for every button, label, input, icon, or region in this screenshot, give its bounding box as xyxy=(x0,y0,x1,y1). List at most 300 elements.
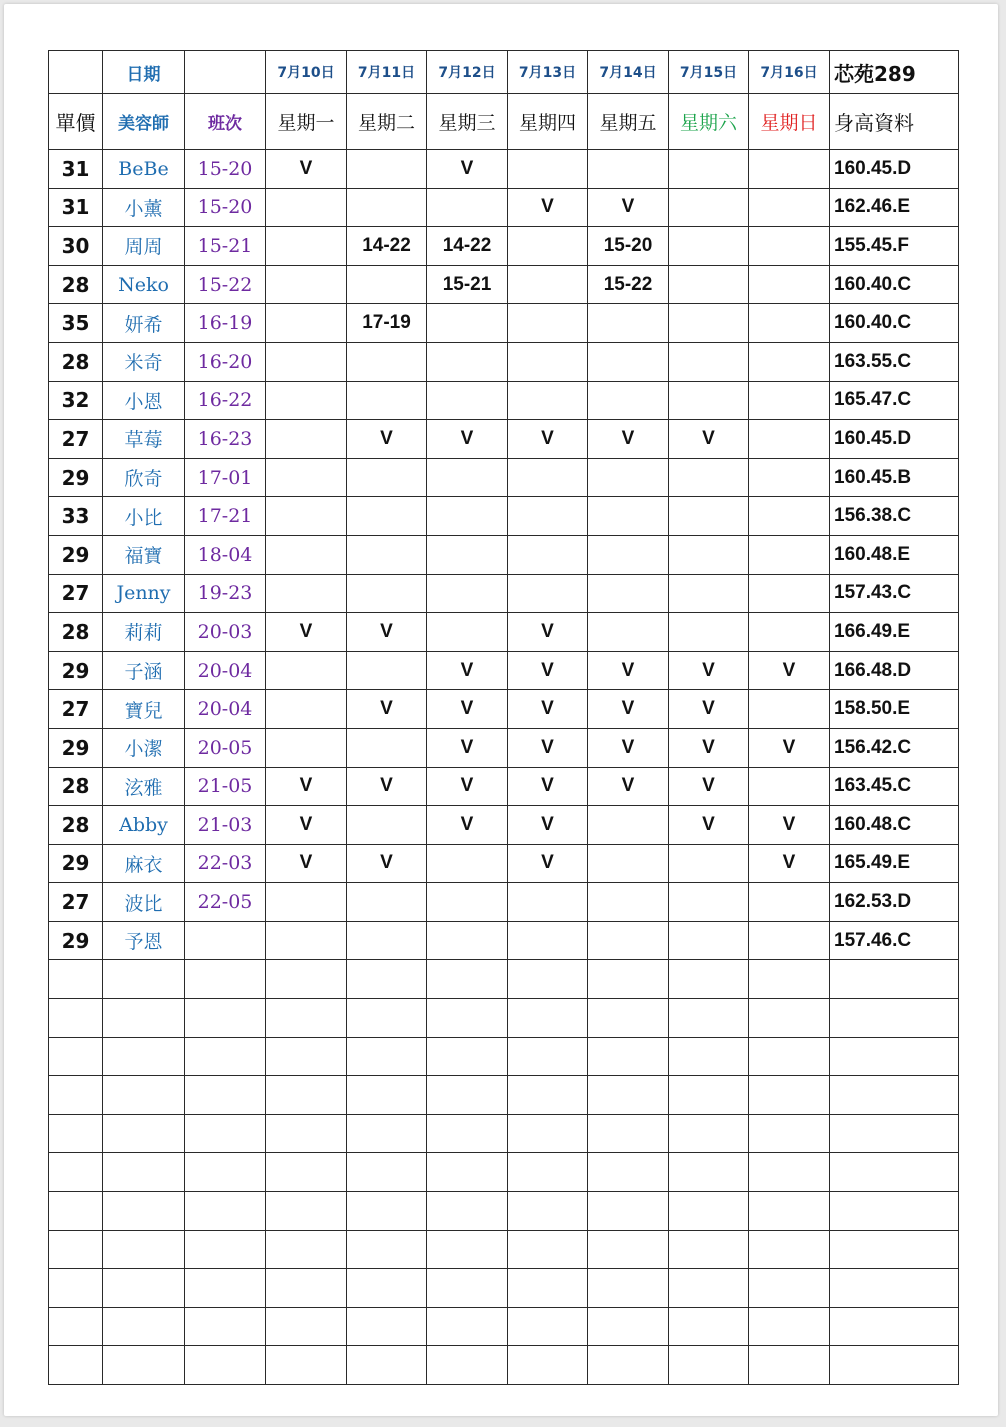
price-cell: 28 xyxy=(49,265,103,304)
schedule-table xyxy=(48,50,959,1385)
day-cell: V xyxy=(427,806,508,845)
beautician-name: BeBe xyxy=(103,150,185,189)
table-row xyxy=(49,458,959,497)
empty-cell xyxy=(185,1153,266,1192)
empty-row xyxy=(49,960,959,999)
column-header-row xyxy=(49,94,959,150)
empty-cell xyxy=(347,1153,427,1192)
empty-cell xyxy=(427,1153,508,1192)
day-cell xyxy=(508,535,588,574)
date-cell: 7月14日 xyxy=(588,51,669,94)
empty-cell xyxy=(103,999,185,1038)
empty-cell xyxy=(103,1076,185,1115)
empty-row xyxy=(49,1269,959,1308)
empty-cell xyxy=(347,960,427,999)
day-cell xyxy=(347,728,427,767)
empty-cell xyxy=(347,1269,427,1308)
day-cell xyxy=(749,767,830,806)
shift-cell: 20-04 xyxy=(185,690,266,729)
empty-cell xyxy=(508,1269,588,1308)
day-cell xyxy=(266,381,347,420)
height-cell: 157.46.C xyxy=(830,921,959,960)
height-cell: 162.46.E xyxy=(830,188,959,227)
empty-cell xyxy=(508,1346,588,1385)
empty-cell xyxy=(427,999,508,1038)
day-cell: V xyxy=(266,613,347,652)
beautician-name: 莉莉 xyxy=(103,613,185,652)
day-cell xyxy=(588,883,669,922)
empty-cell xyxy=(185,960,266,999)
day-cell xyxy=(427,921,508,960)
day-cell: V xyxy=(508,188,588,227)
day-cell xyxy=(266,651,347,690)
shift-cell: 19-23 xyxy=(185,574,266,613)
empty-cell xyxy=(266,1192,347,1231)
day-cell: V xyxy=(749,728,830,767)
empty-cell xyxy=(508,1037,588,1076)
day-cell xyxy=(588,497,669,536)
beautician-name: 妍希 xyxy=(103,304,185,343)
beautician-name: 米奇 xyxy=(103,342,185,381)
day-cell xyxy=(749,420,830,459)
empty-cell xyxy=(266,1076,347,1115)
beautician-name: 小潔 xyxy=(103,728,185,767)
table-row xyxy=(49,690,959,729)
empty-cell xyxy=(347,1230,427,1269)
table-row xyxy=(49,497,959,536)
empty-cell xyxy=(347,999,427,1038)
day-cell xyxy=(669,574,749,613)
beautician-name: 小恩 xyxy=(103,381,185,420)
empty-cell xyxy=(749,1153,830,1192)
beautician-name: 寶兒 xyxy=(103,690,185,729)
day-cell xyxy=(347,342,427,381)
day-cell: V xyxy=(266,767,347,806)
empty-cell xyxy=(508,1307,588,1346)
empty-cell xyxy=(669,1230,749,1269)
day-cell xyxy=(266,458,347,497)
day-cell xyxy=(749,921,830,960)
empty-cell xyxy=(103,1192,185,1231)
table-row xyxy=(49,806,959,845)
price-cell: 29 xyxy=(49,844,103,883)
weekday-header: 星期二 xyxy=(347,94,427,150)
empty-cell xyxy=(830,1153,959,1192)
day-cell xyxy=(266,921,347,960)
day-cell xyxy=(266,420,347,459)
empty-cell xyxy=(103,1037,185,1076)
shift-cell: 22-03 xyxy=(185,844,266,883)
empty-cell xyxy=(588,1114,669,1153)
day-cell xyxy=(347,458,427,497)
height-cell: 160.40.C xyxy=(830,304,959,343)
day-cell: V xyxy=(669,728,749,767)
day-cell: V xyxy=(266,806,347,845)
empty-cell xyxy=(49,1153,103,1192)
day-cell: V xyxy=(266,150,347,189)
day-cell: 17-19 xyxy=(347,304,427,343)
empty-cell xyxy=(103,1230,185,1269)
shift-cell: 16-20 xyxy=(185,342,266,381)
price-cell: 27 xyxy=(49,690,103,729)
empty-cell xyxy=(49,999,103,1038)
empty-cell xyxy=(669,1269,749,1308)
day-cell xyxy=(588,806,669,845)
table-row xyxy=(49,188,959,227)
empty-cell xyxy=(588,1269,669,1308)
empty-cell xyxy=(588,1076,669,1115)
day-cell xyxy=(427,342,508,381)
day-cell xyxy=(266,574,347,613)
shift-cell: 20-03 xyxy=(185,613,266,652)
beautician-name: 泫雅 xyxy=(103,767,185,806)
day-cell: V xyxy=(508,728,588,767)
table-row xyxy=(49,227,959,266)
price-cell: 35 xyxy=(49,304,103,343)
day-cell xyxy=(427,844,508,883)
day-cell xyxy=(588,342,669,381)
day-cell: V xyxy=(427,150,508,189)
height-cell: 158.50.E xyxy=(830,690,959,729)
empty-cell xyxy=(588,1307,669,1346)
table-row xyxy=(49,883,959,922)
day-cell: 14-22 xyxy=(427,227,508,266)
day-cell: V xyxy=(427,651,508,690)
price-cell: 27 xyxy=(49,883,103,922)
empty-cell xyxy=(830,999,959,1038)
day-cell xyxy=(749,265,830,304)
date-cell: 7月16日 xyxy=(749,51,830,94)
empty-cell xyxy=(749,960,830,999)
empty-cell xyxy=(49,960,103,999)
price-cell: 31 xyxy=(49,150,103,189)
empty-cell xyxy=(508,1076,588,1115)
empty-cell xyxy=(266,999,347,1038)
page-sheet xyxy=(4,4,998,1416)
sheet-title: 芯苑289 xyxy=(830,51,959,94)
day-cell xyxy=(427,535,508,574)
day-cell xyxy=(669,497,749,536)
empty-cell xyxy=(749,1230,830,1269)
price-cell: 27 xyxy=(49,420,103,459)
empty-row xyxy=(49,1346,959,1385)
shift-cell xyxy=(185,921,266,960)
shift-cell: 17-01 xyxy=(185,458,266,497)
day-cell xyxy=(508,265,588,304)
empty-cell xyxy=(266,1346,347,1385)
day-cell xyxy=(427,497,508,536)
day-cell: V xyxy=(508,690,588,729)
day-cell: V xyxy=(508,651,588,690)
day-cell: V xyxy=(427,728,508,767)
date-cell: 7月13日 xyxy=(508,51,588,94)
table-row xyxy=(49,265,959,304)
day-cell xyxy=(749,227,830,266)
empty-cell xyxy=(830,1269,959,1308)
empty-cell xyxy=(49,1346,103,1385)
beautician-name: 周周 xyxy=(103,227,185,266)
beautician-name: 欣奇 xyxy=(103,458,185,497)
day-cell xyxy=(427,304,508,343)
empty-cell xyxy=(588,960,669,999)
day-cell: V xyxy=(669,651,749,690)
day-cell xyxy=(749,690,830,729)
price-cell: 29 xyxy=(49,921,103,960)
empty-cell xyxy=(185,1076,266,1115)
weekday-header: 星期六 xyxy=(669,94,749,150)
empty-cell xyxy=(266,1307,347,1346)
day-cell xyxy=(749,342,830,381)
table-row xyxy=(49,535,959,574)
shift-cell: 15-20 xyxy=(185,150,266,189)
empty-cell xyxy=(749,1076,830,1115)
empty-cell xyxy=(588,1037,669,1076)
shift-cell: 22-05 xyxy=(185,883,266,922)
day-cell: 15-22 xyxy=(588,265,669,304)
empty-cell xyxy=(588,1192,669,1231)
day-cell: 15-20 xyxy=(588,227,669,266)
day-cell xyxy=(749,381,830,420)
day-cell xyxy=(588,574,669,613)
shift-cell: 16-19 xyxy=(185,304,266,343)
day-cell xyxy=(427,188,508,227)
price-cell: 27 xyxy=(49,574,103,613)
day-cell xyxy=(347,265,427,304)
height-cell: 162.53.D xyxy=(830,883,959,922)
shift-cell: 20-05 xyxy=(185,728,266,767)
day-cell xyxy=(347,921,427,960)
day-cell: V xyxy=(427,690,508,729)
empty-cell xyxy=(49,1230,103,1269)
empty-cell xyxy=(508,999,588,1038)
day-cell: V xyxy=(749,806,830,845)
day-cell xyxy=(749,574,830,613)
day-cell xyxy=(427,883,508,922)
day-cell xyxy=(588,921,669,960)
empty-cell xyxy=(508,1230,588,1269)
empty-cell xyxy=(266,1269,347,1308)
empty-cell xyxy=(49,1037,103,1076)
price-cell: 28 xyxy=(49,342,103,381)
beautician-name: 麻衣 xyxy=(103,844,185,883)
price-cell: 28 xyxy=(49,767,103,806)
empty-cell xyxy=(185,1230,266,1269)
empty-cell xyxy=(49,1114,103,1153)
weekday-header: 星期日 xyxy=(749,94,830,150)
day-cell xyxy=(347,188,427,227)
day-cell: V xyxy=(427,767,508,806)
empty-cell xyxy=(347,1037,427,1076)
height-header: 身高資料 xyxy=(830,94,959,150)
height-cell: 160.48.E xyxy=(830,535,959,574)
day-cell xyxy=(347,806,427,845)
day-cell xyxy=(508,227,588,266)
empty-cell xyxy=(669,1114,749,1153)
height-cell: 155.45.F xyxy=(830,227,959,266)
empty-cell xyxy=(49,1307,103,1346)
day-cell xyxy=(266,690,347,729)
day-cell xyxy=(749,188,830,227)
day-cell xyxy=(427,458,508,497)
shift-cell: 15-20 xyxy=(185,188,266,227)
day-cell xyxy=(266,265,347,304)
day-cell xyxy=(266,227,347,266)
day-cell xyxy=(347,150,427,189)
price-cell: 28 xyxy=(49,806,103,845)
table-row xyxy=(49,651,959,690)
height-cell: 166.48.D xyxy=(830,651,959,690)
blank-header-cell xyxy=(185,51,266,94)
beautician-header: 美容師 xyxy=(103,94,185,150)
price-cell: 29 xyxy=(49,535,103,574)
price-cell: 30 xyxy=(49,227,103,266)
empty-cell xyxy=(749,1192,830,1231)
weekday-header: 星期五 xyxy=(588,94,669,150)
weekday-header: 星期四 xyxy=(508,94,588,150)
day-cell xyxy=(508,497,588,536)
empty-cell xyxy=(347,1307,427,1346)
empty-cell xyxy=(103,1114,185,1153)
height-cell: 156.42.C xyxy=(830,728,959,767)
shift-cell: 15-22 xyxy=(185,265,266,304)
table-row xyxy=(49,844,959,883)
price-header: 單價 xyxy=(49,94,103,150)
day-cell xyxy=(669,150,749,189)
date-cell: 7月12日 xyxy=(427,51,508,94)
height-cell: 165.47.C xyxy=(830,381,959,420)
day-cell xyxy=(508,458,588,497)
empty-cell xyxy=(266,1153,347,1192)
beautician-name: Jenny xyxy=(103,574,185,613)
day-cell: V xyxy=(347,767,427,806)
empty-cell xyxy=(669,1153,749,1192)
empty-cell xyxy=(185,1307,266,1346)
height-cell: 166.49.E xyxy=(830,613,959,652)
day-cell xyxy=(669,265,749,304)
empty-cell xyxy=(669,1346,749,1385)
table-row xyxy=(49,728,959,767)
day-cell xyxy=(588,150,669,189)
day-cell xyxy=(588,844,669,883)
day-cell xyxy=(266,883,347,922)
height-cell: 157.43.C xyxy=(830,574,959,613)
day-cell xyxy=(266,535,347,574)
empty-cell xyxy=(103,1153,185,1192)
empty-row xyxy=(49,1037,959,1076)
empty-cell xyxy=(830,1230,959,1269)
empty-cell xyxy=(266,1230,347,1269)
empty-cell xyxy=(427,1076,508,1115)
day-cell: V xyxy=(749,651,830,690)
empty-cell xyxy=(669,999,749,1038)
day-cell xyxy=(266,497,347,536)
beautician-name: 小薰 xyxy=(103,188,185,227)
empty-cell xyxy=(749,1269,830,1308)
day-cell xyxy=(508,921,588,960)
empty-cell xyxy=(830,960,959,999)
empty-cell xyxy=(749,1346,830,1385)
beautician-name: 子涵 xyxy=(103,651,185,690)
empty-cell xyxy=(266,1037,347,1076)
empty-cell xyxy=(669,960,749,999)
day-cell xyxy=(266,304,347,343)
day-cell xyxy=(347,535,427,574)
empty-cell xyxy=(427,1230,508,1269)
day-cell xyxy=(427,381,508,420)
day-cell xyxy=(749,150,830,189)
empty-cell xyxy=(49,1269,103,1308)
empty-cell xyxy=(749,1114,830,1153)
shift-cell: 16-23 xyxy=(185,420,266,459)
day-cell: V xyxy=(588,651,669,690)
table-row xyxy=(49,381,959,420)
height-cell: 160.40.C xyxy=(830,265,959,304)
empty-cell xyxy=(830,1037,959,1076)
day-cell: V xyxy=(347,690,427,729)
shift-cell: 17-21 xyxy=(185,497,266,536)
day-cell xyxy=(749,304,830,343)
day-cell: V xyxy=(588,690,669,729)
day-cell xyxy=(749,497,830,536)
empty-cell xyxy=(185,1114,266,1153)
empty-cell xyxy=(103,1346,185,1385)
day-cell: V xyxy=(588,767,669,806)
day-cell xyxy=(588,535,669,574)
day-cell xyxy=(508,304,588,343)
day-cell: V xyxy=(508,844,588,883)
day-cell: V xyxy=(508,767,588,806)
empty-cell xyxy=(347,1346,427,1385)
empty-cell xyxy=(749,999,830,1038)
day-cell xyxy=(669,883,749,922)
empty-cell xyxy=(103,960,185,999)
beautician-name: 波比 xyxy=(103,883,185,922)
empty-cell xyxy=(427,1307,508,1346)
empty-cell xyxy=(508,1192,588,1231)
day-cell xyxy=(669,844,749,883)
table-row xyxy=(49,304,959,343)
table-row xyxy=(49,767,959,806)
day-cell xyxy=(347,883,427,922)
beautician-name: 福寶 xyxy=(103,535,185,574)
empty-cell xyxy=(103,1269,185,1308)
empty-cell xyxy=(669,1192,749,1231)
empty-cell xyxy=(427,1269,508,1308)
day-cell xyxy=(749,883,830,922)
empty-cell xyxy=(830,1114,959,1153)
shift-cell: 21-05 xyxy=(185,767,266,806)
table-row xyxy=(49,921,959,960)
empty-row xyxy=(49,1153,959,1192)
day-cell: V xyxy=(508,420,588,459)
empty-row xyxy=(49,999,959,1038)
empty-cell xyxy=(830,1192,959,1231)
table-row xyxy=(49,574,959,613)
day-cell: V xyxy=(669,690,749,729)
day-cell xyxy=(669,381,749,420)
beautician-name: Neko xyxy=(103,265,185,304)
day-cell xyxy=(347,381,427,420)
day-cell xyxy=(749,613,830,652)
day-cell: V xyxy=(347,420,427,459)
shift-cell: 16-22 xyxy=(185,381,266,420)
price-cell: 29 xyxy=(49,458,103,497)
date-cell: 7月10日 xyxy=(266,51,347,94)
day-cell: V xyxy=(427,420,508,459)
price-cell: 28 xyxy=(49,613,103,652)
height-cell: 165.49.E xyxy=(830,844,959,883)
empty-cell xyxy=(347,1076,427,1115)
